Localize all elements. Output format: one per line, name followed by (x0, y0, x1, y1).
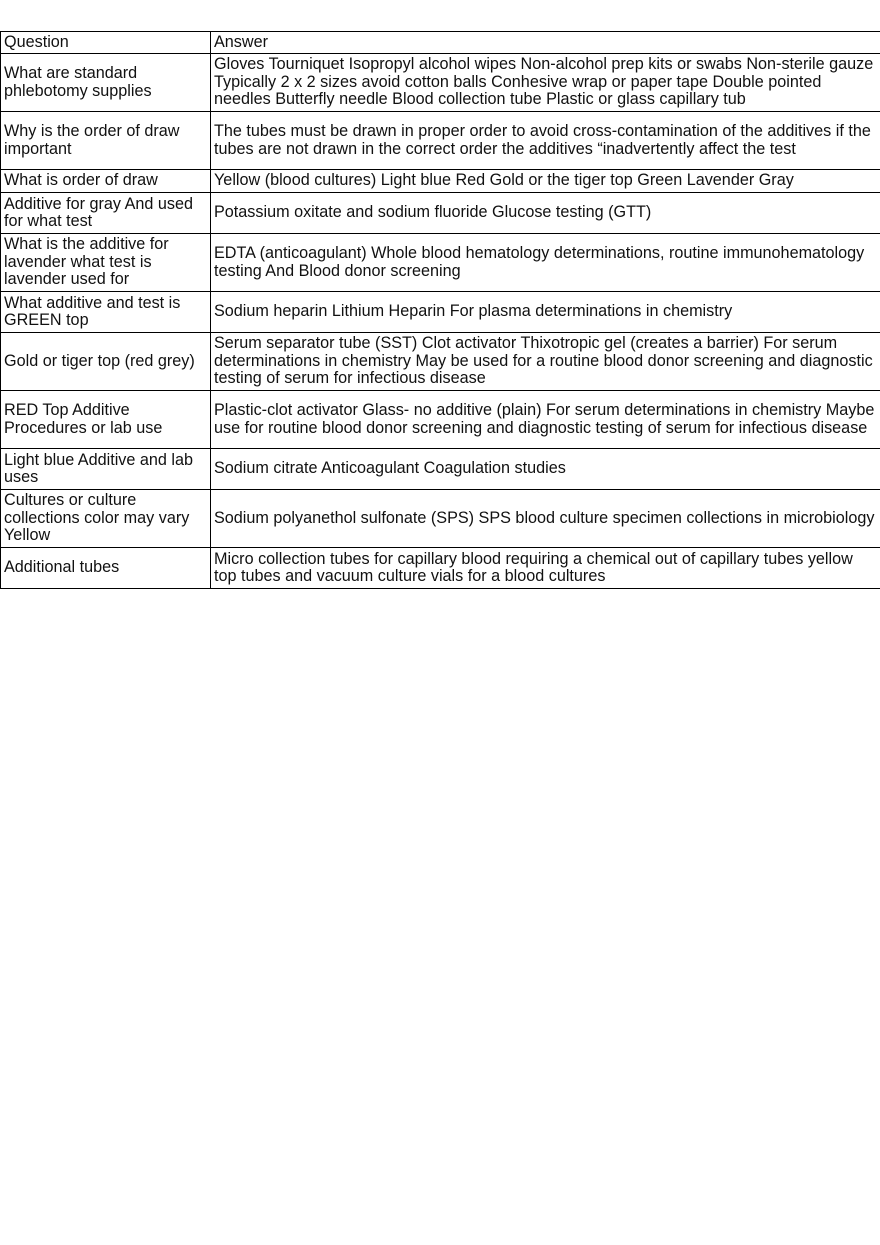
question-cell: Why is the order of draw important (1, 112, 211, 170)
answer-cell: Micro collection tubes for capillary blood requiring a chemical out of capillary tubes yellow top tubes and vacuum culture vials for a blood cultures (211, 548, 880, 589)
table-row (1, 54, 880, 112)
table-row (1, 292, 880, 333)
table-row (1, 112, 880, 170)
header-row (1, 32, 880, 54)
answer-cell: Potassium oxitate and sodium fluoride Glucose testing (GTT) (211, 193, 880, 234)
table-row (1, 548, 880, 589)
answer-cell: Gloves Tourniquet Isopropyl alcohol wipes Non-alcohol prep kits or swabs Non-sterile gauze Typically 2 x 2 sizes avoid cotton balls Conhesive wrap or paper tape Double pointed needles Butterfly needle Blood collection tube Plastic or glass capillary tub (211, 54, 880, 112)
answer-cell: Sodium polyanethol sulfonate (SPS) SPS blood culture specimen collections in microbiology (211, 490, 880, 548)
question-cell: What are standard phlebotomy supplies (1, 54, 211, 112)
header-question: Question (1, 32, 211, 54)
answer-cell: Sodium citrate Anticoagulant Coagulation studies (211, 449, 880, 490)
question-cell: What is order of draw (1, 170, 211, 193)
answer-cell: The tubes must be drawn in proper order to avoid cross-contamination of the additives if the tubes are not drawn in the correct order the additives “inadvertently affect the test (211, 112, 880, 170)
question-cell: RED Top Additive Procedures or lab use (1, 391, 211, 449)
answer-cell: Plastic-clot activator Glass- no additive (plain) For serum determinations in chemistry Maybe use for routine blood donor screening and diagnostic testing of serum for infectious disease (211, 391, 880, 449)
question-cell: Light blue Additive and lab uses (1, 449, 211, 490)
header-answer: Answer (211, 32, 880, 54)
answer-cell: Sodium heparin Lithium Heparin For plasma determinations in chemistry (211, 292, 880, 333)
answer-cell: EDTA (anticoagulant) Whole blood hematology determinations, routine immunohematology testing And Blood donor screening (211, 234, 880, 292)
question-cell: Additive for gray And used for what test (1, 193, 211, 234)
table-row (1, 234, 880, 292)
table-row (1, 490, 880, 548)
question-cell: Additional tubes (1, 548, 211, 589)
document-page (0, 31, 880, 589)
table-row (1, 333, 880, 391)
answer-cell: Serum separator tube (SST) Clot activator Thixotropic gel (creates a barrier) For serum determinations in chemistry May be used for a routine blood donor screening and diagnostic testing of serum for infectious disease (211, 333, 880, 391)
table-row (1, 193, 880, 234)
table-row (1, 391, 880, 449)
answer-cell: Yellow (blood cultures) Light blue Red Gold or the tiger top Green Lavender Gray (211, 170, 880, 193)
question-cell: Gold or tiger top (red grey) (1, 333, 211, 391)
qa-table (0, 31, 880, 589)
question-cell: Cultures or culture collections color may vary Yellow (1, 490, 211, 548)
table-row (1, 170, 880, 193)
question-cell: What additive and test is GREEN top (1, 292, 211, 333)
question-cell: What is the additive for lavender what test is lavender used for (1, 234, 211, 292)
table-row (1, 449, 880, 490)
